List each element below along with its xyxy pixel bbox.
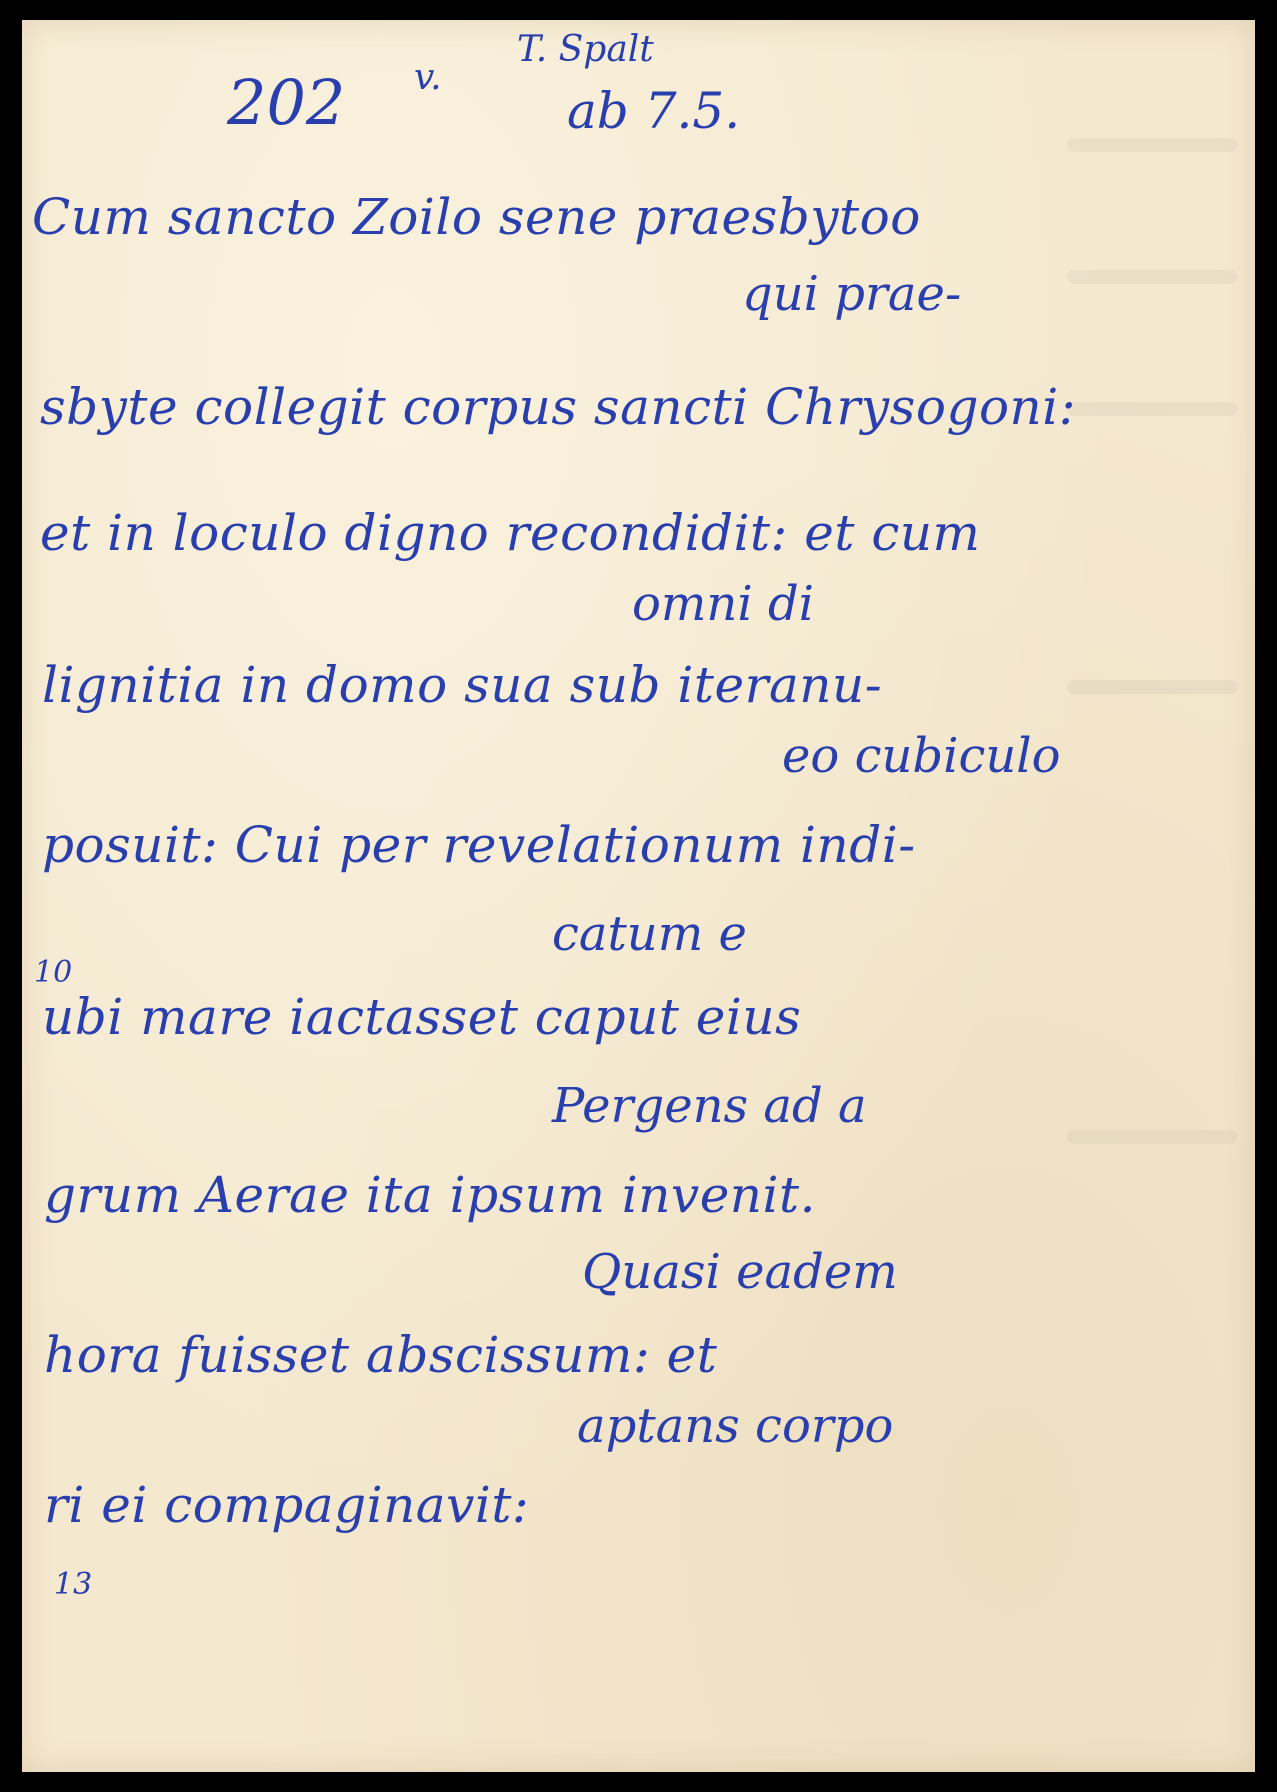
header-reference-top: T. Spalt	[517, 29, 654, 70]
show-through-mark	[1067, 270, 1237, 284]
header-reference-bottom: ab 7.5.	[567, 82, 741, 140]
interlinear-note: aptans corpo	[577, 1398, 894, 1454]
interlinear-note: Quasi eadem	[582, 1244, 898, 1300]
margin-line-number: 13	[54, 1567, 93, 1602]
text-line: lignitia in domo sua sub iteranu-	[42, 656, 883, 714]
interlinear-note: Pergens ad a	[552, 1078, 867, 1134]
text-line: sbyte collegit corpus sancti Chrysogoni:	[40, 378, 1077, 436]
header-v-note: v.	[414, 57, 442, 98]
interlinear-note: catum e	[552, 906, 747, 962]
text-line: et in loculo digno recondidit: et cum	[40, 504, 981, 562]
interlinear-note: qui prae-	[742, 266, 962, 322]
show-through-mark	[1067, 680, 1237, 694]
folio-number: 202	[227, 66, 346, 139]
text-line: grum Aerae ita ipsum invenit.	[44, 1166, 816, 1224]
interlinear-note: eo cubiculo	[782, 728, 1061, 784]
show-through-mark	[1067, 1130, 1237, 1144]
text-line: ri ei compaginavit:	[44, 1476, 530, 1534]
manuscript-page	[22, 20, 1255, 1772]
margin-line-number: 10	[34, 955, 73, 990]
text-line: Cum sancto Zoilo sene praesbytoo	[32, 188, 921, 246]
interlinear-note: omni di	[632, 576, 815, 632]
text-line: hora fuisset abscissum: et	[44, 1326, 718, 1384]
show-through-mark	[1067, 138, 1237, 152]
show-through-mark	[1067, 402, 1237, 416]
text-line: ubi mare iactasset caput eius	[42, 988, 802, 1046]
text-line: posuit: Cui per revelationum indi-	[42, 816, 916, 874]
